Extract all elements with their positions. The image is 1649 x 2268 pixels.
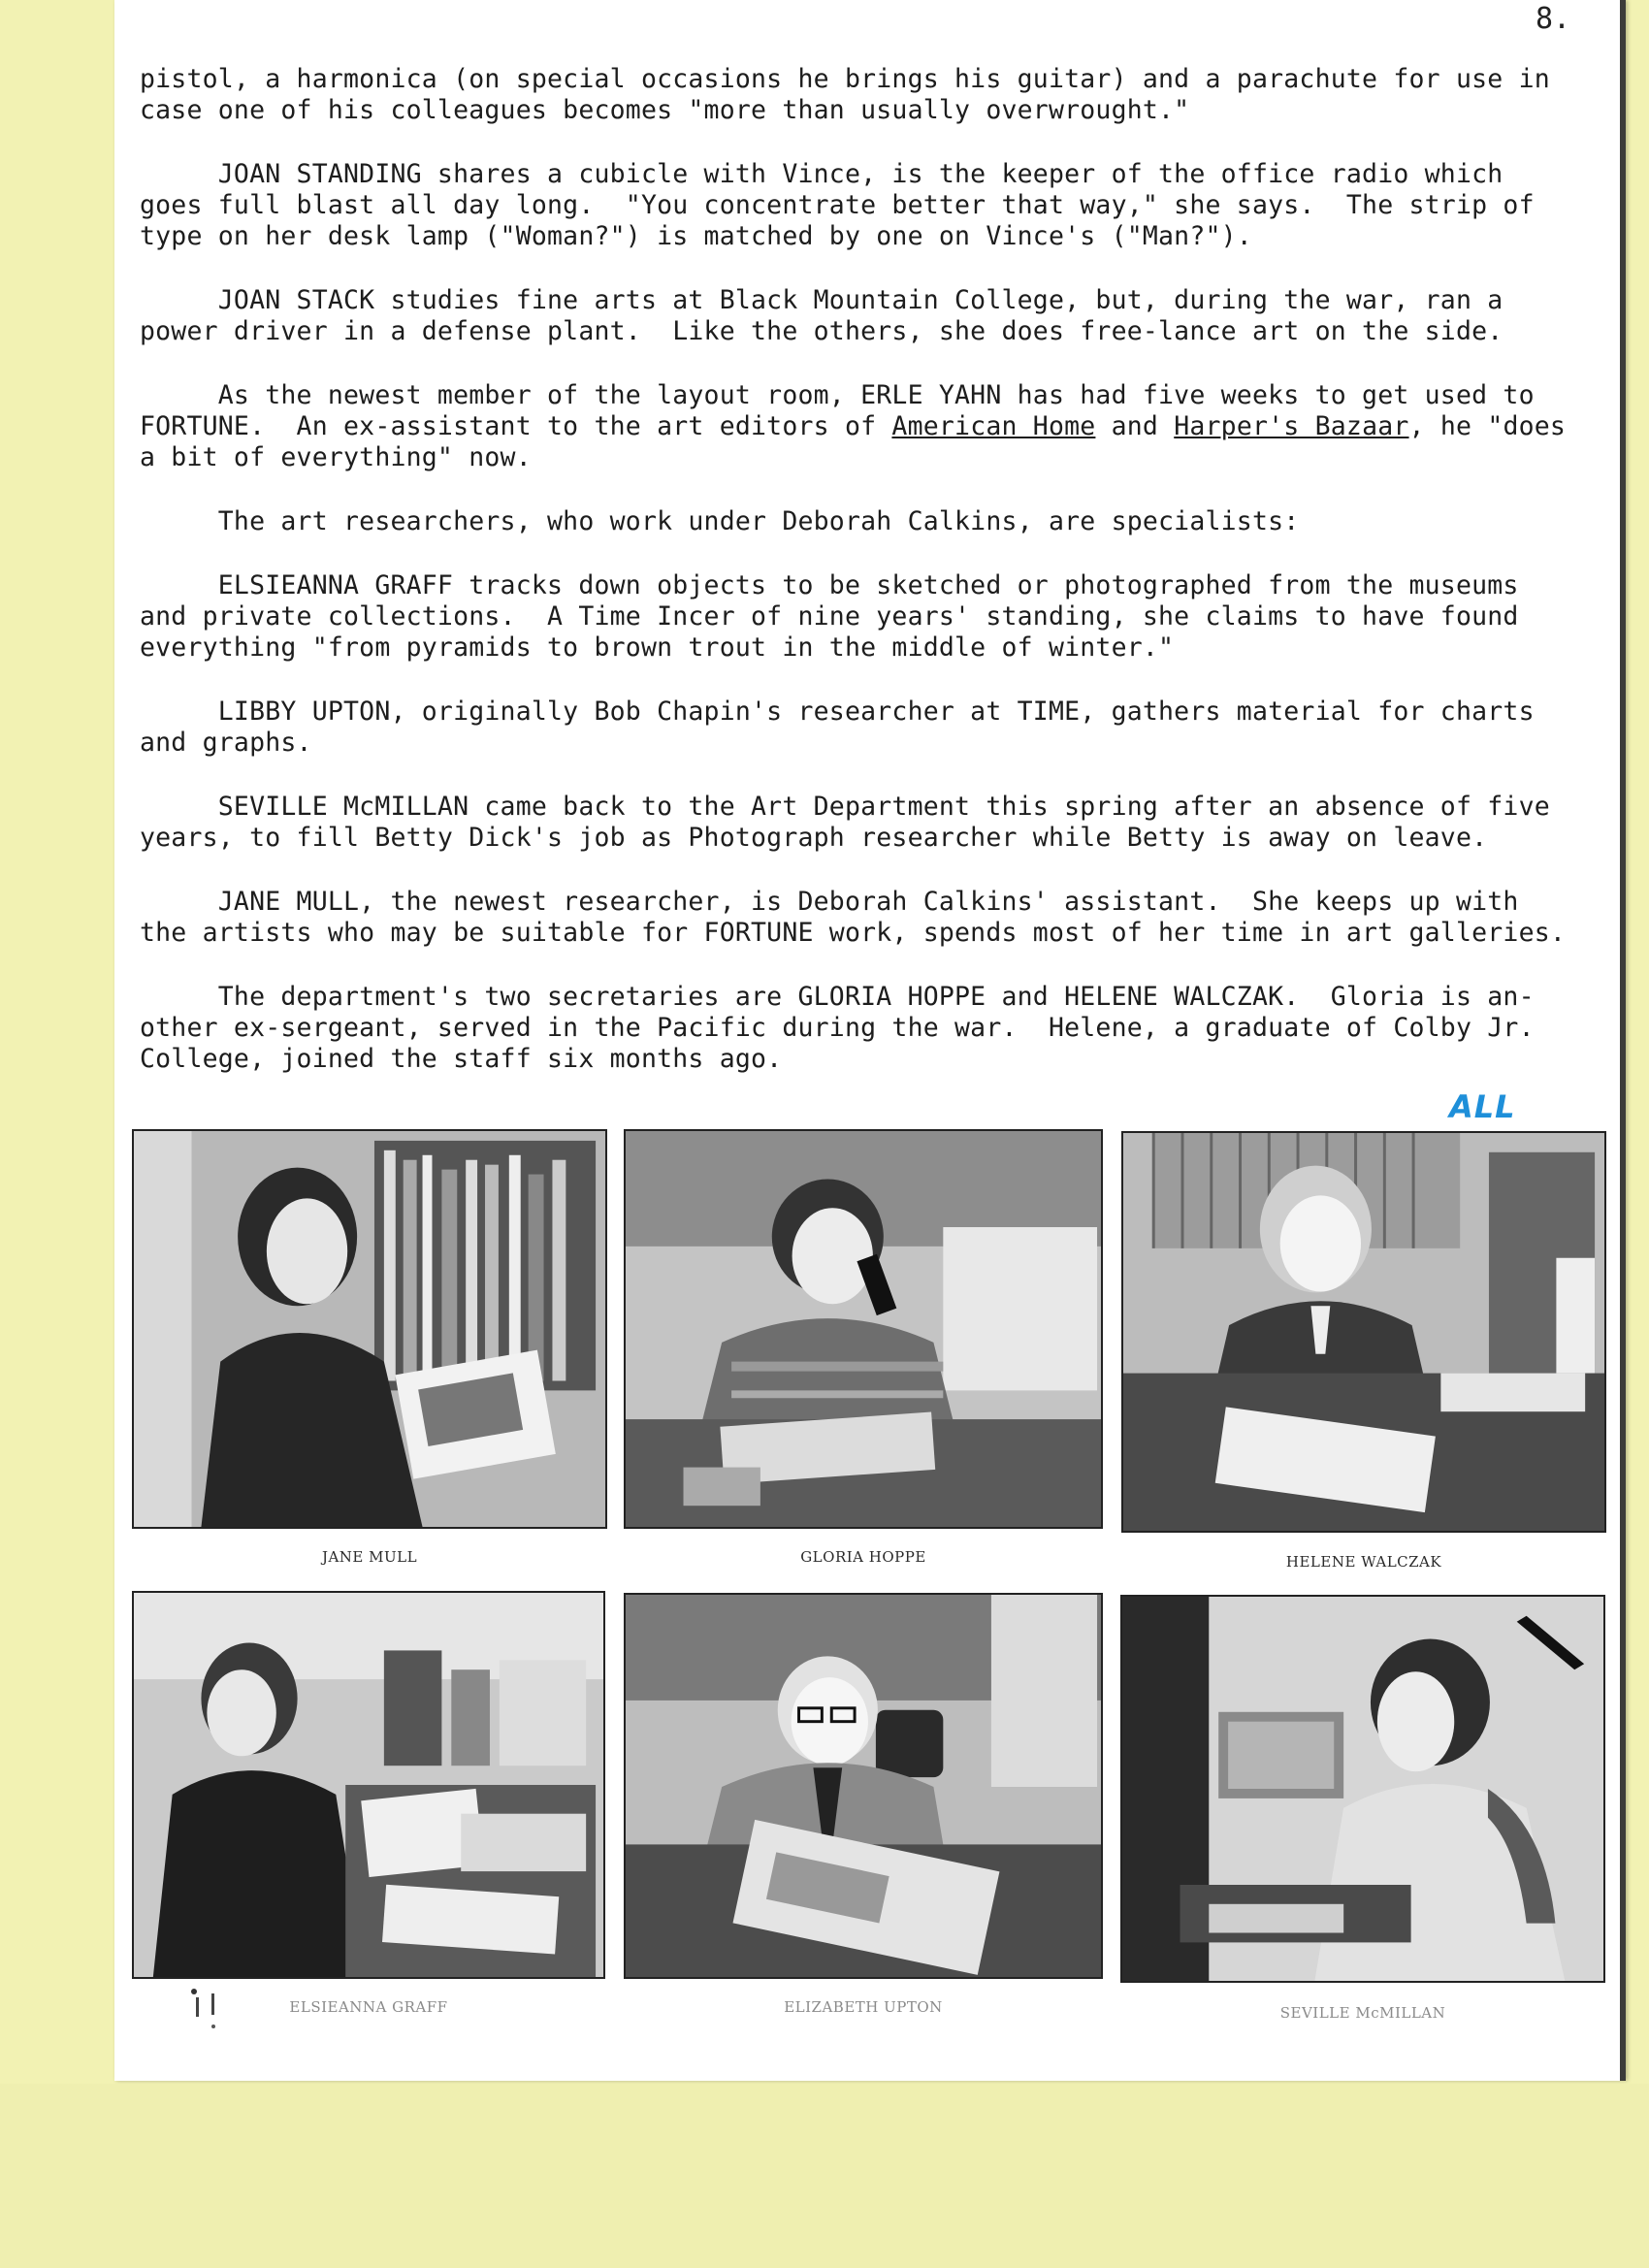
paragraph-erle-yahn: [140, 380, 1624, 473]
photo-jane-mull: [132, 1129, 607, 1529]
text-line: type on her desk lamp ("Woman?") is matched by one on Vince's ("Man?").: [140, 221, 1252, 251]
text-line: the artists who may be suitable for FORTUNE work, spends most of her time in art galleries.: [140, 918, 1567, 948]
text-line: JOAN STACK studies fine arts at Black Mountain College, but, during the war, ran a: [140, 285, 1504, 315]
text-line: years, to fill Betty Dick's job as Photograph researcher while Betty is away on leave.: [140, 823, 1488, 853]
photo-image: [1123, 1133, 1604, 1531]
text-fragment: and: [1095, 411, 1175, 441]
photo-seville-mcmillan: [1120, 1595, 1605, 1983]
text-fragment: , he "does: [1408, 411, 1567, 441]
paragraph-elsieanna-graff: [140, 570, 1624, 664]
photo-elsieanna-graff: [132, 1591, 605, 1979]
paragraph-art-researchers: [140, 506, 1624, 537]
text-line: goes full blast all day long. "You concentrate better that way," she says. The strip of: [140, 190, 1535, 220]
text-line: pistol, a harmonica (on special occasions he brings his guitar) and a parachute for use in: [140, 64, 1550, 94]
article-body: [140, 64, 1624, 1075]
text-line: JANE MULL, the newest researcher, is Deborah Calkins' assistant. She keeps up with: [140, 887, 1519, 917]
text-line: [140, 411, 1624, 442]
text-line: case one of his colleagues becomes "more than usually overwrought.": [140, 95, 1190, 125]
text-line: and graphs.: [140, 728, 312, 758]
magazine-title-harpers-bazaar: Harper's Bazaar: [1174, 411, 1409, 441]
text-line: SEVILLE McMILLAN came back to the Art Department this spring after an absence of five: [140, 792, 1550, 822]
photo-caption: ELIZABETH UPTON: [784, 1998, 943, 2016]
paragraph-continuation: [140, 64, 1624, 126]
photo-image: [1122, 1597, 1603, 1981]
magazine-title-american-home: American Home: [891, 411, 1096, 441]
photo-caption: HELENE WALCZAK: [1285, 1553, 1442, 1571]
paragraph-jane-mull: [140, 887, 1624, 949]
scan-speck-marks: [184, 1984, 242, 2042]
photo-caption: SEVILLE McMILLAN: [1279, 2004, 1446, 2022]
text-line: JOAN STANDING shares a cubicle with Vince, is the keeper of the office radio which: [140, 159, 1504, 189]
photo-image: [134, 1131, 605, 1527]
photo-caption: JANE MULL: [321, 1548, 418, 1566]
text-line: College, joined the staff six months ago.: [140, 1044, 783, 1074]
photo-image: [134, 1593, 603, 1977]
text-line: ELSIEANNA GRAFF tracks down objects to be sketched or photographed from the museums: [140, 570, 1519, 600]
text-line: LIBBY UPTON, originally Bob Chapin's researcher at TIME, gathers material for charts: [140, 697, 1535, 727]
text-line: As the newest member of the layout room, ERLE YAHN has had five weeks to get used to: [140, 380, 1535, 410]
photo-gloria-hoppe: [624, 1129, 1103, 1529]
text-line: and private collections. A Time Incer of nine years' standing, she claims to have found: [140, 601, 1519, 632]
handwritten-annotation: ALL: [1449, 1088, 1516, 1125]
photo-caption: ELSIEANNA GRAFF: [289, 1998, 448, 2016]
photo-image: [626, 1595, 1101, 1977]
text-fragment: FORTUNE. An ex-assistant to the art editors of: [140, 411, 892, 441]
text-line: a bit of everything" now.: [140, 442, 532, 472]
paragraph-libby-upton: [140, 697, 1624, 759]
photo-caption: GLORIA HOPPE: [800, 1548, 926, 1566]
paragraph-seville-mcmillan: [140, 792, 1624, 854]
text-line: other ex-sergeant, served in the Pacific during the war. Helene, a graduate of Colby Jr.: [140, 1013, 1535, 1043]
page-number: 8.: [1536, 2, 1571, 36]
paragraph-joan-stack: [140, 285, 1624, 347]
text-line: everything "from pyramids to brown trout in the middle of winter.": [140, 632, 1175, 663]
photo-image: [626, 1131, 1101, 1527]
text-line: The art researchers, who work under Deborah Calkins, are specialists:: [140, 506, 1300, 536]
text-line: The department's two secretaries are GLORIA HOPPE and HELENE WALCZAK. Gloria is an-: [140, 982, 1535, 1012]
paragraph-secretaries: [140, 982, 1624, 1075]
text-line: power driver in a defense plant. Like the others, she does free-lance art on the side.: [140, 316, 1504, 346]
photo-helene-walczak: [1121, 1131, 1606, 1533]
photo-elizabeth-upton: [624, 1593, 1103, 1979]
scanner-margin: [0, 2084, 1649, 2268]
paragraph-joan-standing: [140, 159, 1624, 252]
